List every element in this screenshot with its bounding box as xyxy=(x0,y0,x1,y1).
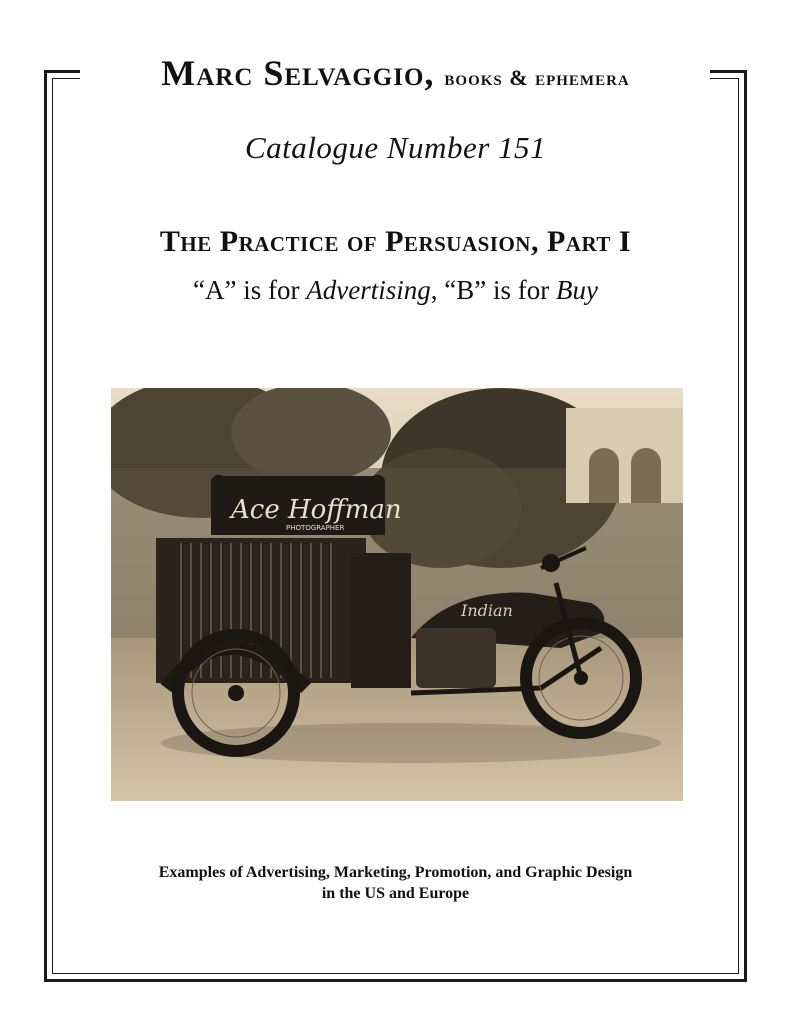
subtitle-word-advertising: Advertising xyxy=(306,275,431,305)
motorcycle-photo-illustration xyxy=(111,388,683,801)
sign-name-text: Ace Hoffman xyxy=(231,495,402,525)
header-name: Marc Selvaggio xyxy=(161,53,425,93)
catalogue-subtitle xyxy=(0,275,791,306)
subtitle-part-b: , “B” is for xyxy=(430,275,556,305)
description-line-2: in the US and Europe xyxy=(321,885,470,902)
subtitle-part-a: “A” is for xyxy=(193,275,307,305)
header-title: Marc Selvaggio, books & ephemera xyxy=(161,53,630,93)
tank-text: Indian xyxy=(461,601,513,620)
catalogue-title: The Practice of Persuasion, Part I xyxy=(159,225,632,258)
catalogue-description xyxy=(0,862,791,904)
sign-sub-text: PHOTOGRAPHER xyxy=(286,524,345,532)
cover-photo xyxy=(111,388,683,801)
catalogue-number: Catalogue Number 151 xyxy=(244,130,547,165)
header-subtitle: books & ephemera xyxy=(444,65,630,90)
description-line-1: Examples of Advertising, Marketing, Promotion, and Graphic Design xyxy=(158,864,633,881)
subtitle-word-buy: Buy xyxy=(555,275,598,305)
